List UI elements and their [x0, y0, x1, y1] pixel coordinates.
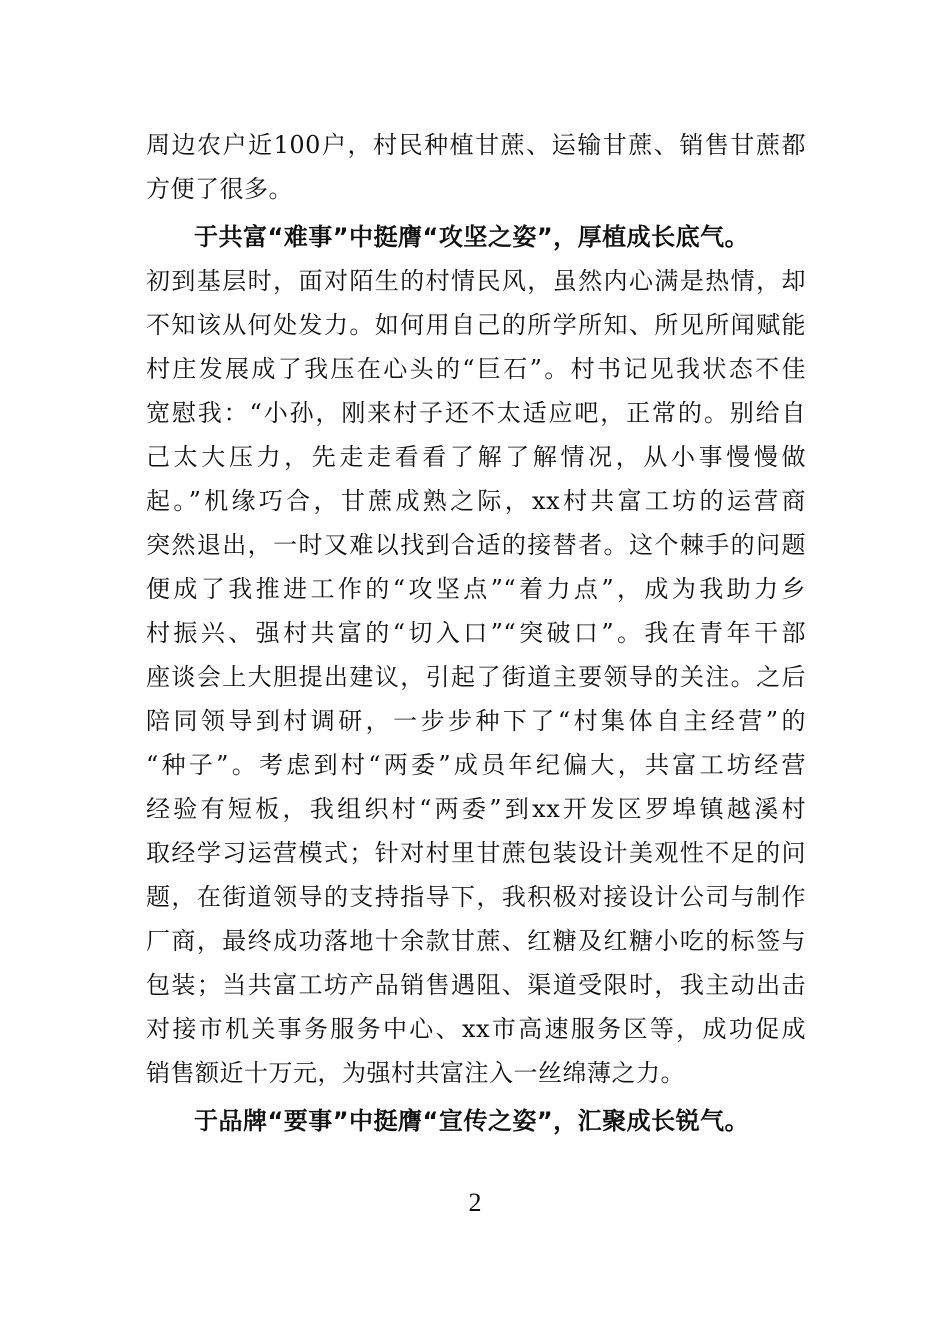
text-line: 取经学习运营模式；针对村里甘蔗包装设计美观性不足的问 — [146, 839, 806, 867]
text-line: 村庄发展成了我压在心头的“巨石”。村书记见我状态不佳 — [146, 355, 806, 383]
text-line: 包装；当共富工坊产品销售遇阻、渠道受限时，我主动出击 — [146, 971, 806, 999]
text-line: 座谈会上大胆提出建议，引起了街道主要领导的关注。之后 — [146, 663, 806, 691]
text-line: 销售额近十万元，为强村共富注入一丝绵薄之力。 — [146, 1059, 685, 1087]
text-line: 起。”机缘巧合，甘蔗成熟之际，xx村共富工坊的运营商 — [146, 487, 806, 515]
text-line: 突然退出，一时又难以找到合适的接替者。这个棘手的问题 — [146, 531, 806, 559]
text-line: 题，在街道领导的支持指导下，我积极对接设计公司与制作 — [146, 883, 806, 911]
text-line: 不知该从何处发力。如何用自己的所学所知、所见所闻赋能 — [146, 311, 806, 339]
text-line: 周边农户近100户，村民种植甘蔗、运输甘蔗、销售甘蔗都 — [146, 131, 806, 159]
text-line: 便成了我推进工作的“攻坚点”“着力点”，成为我助力乡 — [146, 575, 806, 603]
page-number: 2 — [468, 1188, 482, 1217]
text-line: 经验有短板，我组织村“两委”到xx开发区罗埠镇越溪村 — [146, 795, 806, 823]
text-line: 厂商，最终成功落地十余款甘蔗、红糖及红糖小吃的标签与 — [146, 927, 806, 955]
section-heading: 于共富“难事”中挺膺“攻坚之姿”，厚植成长底气。 — [194, 223, 750, 251]
text-line: 宽慰我：“小孙，刚来村子还不太适应吧，正常的。别给自 — [146, 399, 806, 427]
text-line: 初到基层时，面对陌生的村情民风，虽然内心满是热情，却 — [146, 267, 806, 295]
text-line: “种子”。考虑到村“两委”成员年纪偏大，共富工坊经营 — [146, 751, 806, 779]
text-line: 陪同领导到村调研，一步步种下了“村集体自主经营”的 — [146, 707, 806, 735]
text-line: 对接市机关事务服务中心、xx市高速服务区等，成功促成 — [146, 1015, 806, 1043]
text-line: 己太大压力，先走走看看了解了解情况，从小事慢慢做 — [146, 443, 806, 471]
section-heading: 于品牌“要事”中挺膺“宣传之姿”，汇聚成长锐气。 — [194, 1107, 750, 1135]
text-line: 村振兴、强村共富的“切入口”“突破口”。我在青年干部 — [146, 619, 806, 647]
text-line: 方便了很多。 — [146, 175, 293, 203]
